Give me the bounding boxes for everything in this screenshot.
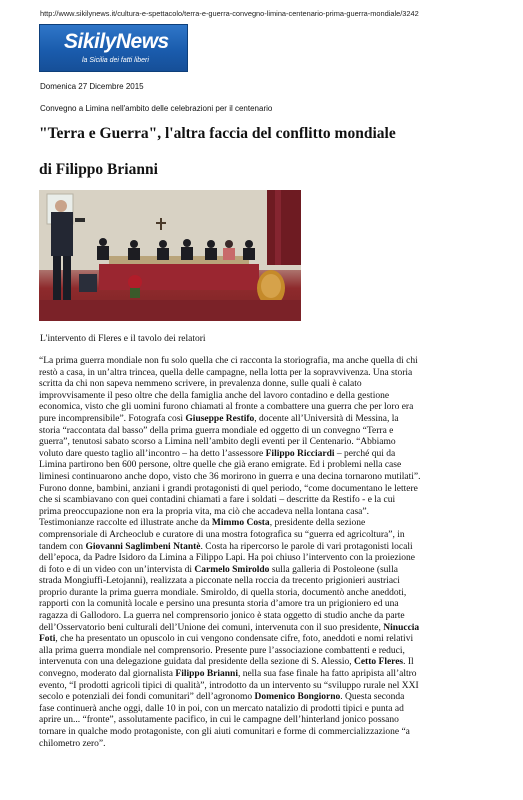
logo-name: SikilyNews bbox=[64, 30, 169, 53]
article-body-text: pure incomprensibile”. Fotografa così bbox=[39, 413, 186, 424]
article-kicker: Convegno a Limina nell'ambito delle celebrazioni per il centenario bbox=[40, 104, 273, 113]
article-body-text: prima preoccupazione non era la propria vita, ma ciò che accadeva nella lontana casa”. bbox=[39, 506, 369, 517]
article-body-line bbox=[39, 518, 487, 530]
article-body-name: Filippo Ricciardi bbox=[265, 448, 335, 459]
article-body-text: Limina partirono ben 600 persone, oltre quelle che già erano emigrate. Ed i problemi nella case bbox=[39, 460, 402, 471]
article-body-line bbox=[39, 599, 487, 611]
article-body-text: , docente all’Università di Messina, la bbox=[254, 413, 399, 424]
article-body-text: , che ha presentato un opuscolo in cui vengono condensate cifre, foto, aneddoti e nomi relativi bbox=[55, 634, 414, 645]
article-body-line bbox=[39, 379, 487, 391]
article-body bbox=[39, 356, 487, 750]
article-body-text: ragazza di Gallodoro. La guerra nel comprensorio jonico è stata oggetto di studio anche da parte bbox=[39, 611, 405, 622]
article-body-line bbox=[39, 727, 487, 739]
article-body-text: dell’Osservatorio beni culturali dell’Unione dei comuni, intervenuta con il suo presidente, bbox=[39, 622, 384, 633]
article-body-line bbox=[39, 669, 487, 681]
article-body-name: Cetto Fleres bbox=[353, 657, 404, 668]
article-body-text: alla prima guerra mondiale nel comprensorio. Presente pure l’associazione combattenti e reduci, bbox=[39, 645, 405, 656]
article-body-text: . Questa seconda bbox=[340, 692, 405, 703]
article-body-text: dell’epoca, da Padre Isidoro da Limina a Filippo Lapi. Ha poi chiuso l’intervento con la proiezione bbox=[39, 553, 415, 564]
article-body-text: rapporti con la comunità locale e persino una presunta storia d’amore tra un prigioniero ed una bbox=[39, 599, 399, 610]
article-body-line bbox=[39, 402, 487, 414]
article-body-text: liminesi continuarono anche dopo, visto che 36 morirono in guerra e una decina tornarono mutilati”. bbox=[39, 471, 421, 482]
article-byline: di Filippo Brianni bbox=[39, 161, 158, 178]
article-body-text: – perché qui da bbox=[334, 448, 396, 459]
article-body-text: economica, visto che gli uomini furono chiamati al fronte a combattere una guerra che per loro era bbox=[39, 402, 414, 413]
article-body-name: Ninuccia bbox=[383, 622, 420, 633]
photo-caption: L'intervento di Fleres e il tavolo dei relatori bbox=[40, 334, 206, 344]
article-body-text: proprio durante la prima guerra mondiale. Smiroldo, di quella storia, documentò anche aneddoti, bbox=[39, 587, 407, 598]
article-body-line bbox=[39, 356, 487, 368]
article-body-name: Foti bbox=[39, 634, 56, 645]
article-body-text: . Costa ha ripercorso le parole di vari protagonisti locali bbox=[200, 541, 413, 552]
article-body-text: evento, “I prodotti agricoli tipici di qualità”, introdotto da un intervento su “sviluppo rurale nel XXI bbox=[39, 680, 419, 691]
article-body-text: , presidente della sezione bbox=[269, 518, 366, 529]
article-body-line bbox=[39, 495, 487, 507]
article-body-name: Giovanni Saglimbeni Ntantè bbox=[85, 541, 201, 552]
article-body-line bbox=[39, 542, 487, 554]
article-body-text: Testimonianze raccolte ed illustrate anche da bbox=[39, 518, 212, 529]
article-body-text: guerra”, tenutosi sabato scorso a Limina nell’ambito degli eventi per il Centenario. “Abbiamo bbox=[39, 437, 396, 448]
article-body-line bbox=[39, 472, 487, 484]
article-body-text: chilometro zero”. bbox=[39, 738, 106, 749]
conference-photo-drawing bbox=[39, 190, 301, 321]
site-logo[interactable] bbox=[39, 24, 188, 72]
article-body-line bbox=[39, 611, 487, 623]
article-body-text: Furono donne, bambini, anziani i grandi protagonisti di quel periodo, “come documentano le lettere bbox=[39, 483, 418, 494]
article-body-line bbox=[39, 565, 487, 577]
article-body-text: intervenuta con una delegazione guidata dal presidente della sezione di S. Alessio, bbox=[39, 657, 354, 668]
article-body-text: che si scambiavano con quei contadini chiamati a fare i soldati – descritte da Restifo - e la cui bbox=[39, 495, 396, 506]
article-body-text: scritta da chi non sapeva nemmeno scrivere, in prevalenza donne, sulle quali è calato bbox=[39, 379, 362, 390]
article-body-text: improvvisamente il peso oltre che della famiglia anche del lavoro contadino e della gestione bbox=[39, 390, 390, 401]
article-body-line bbox=[39, 692, 487, 704]
article-body-line bbox=[39, 507, 487, 519]
article-body-name: Carmelo Smiroldo bbox=[194, 564, 270, 575]
article-body-line bbox=[39, 623, 487, 635]
article-body-text: convegno, moderato dal giornalista bbox=[39, 669, 176, 680]
article-body-line bbox=[39, 681, 487, 693]
article-body-text: di foto e di un video con un’intervista di bbox=[39, 564, 195, 575]
article-body-line bbox=[39, 391, 487, 403]
logo-tagline: la Sicilia dei fatti liberi bbox=[82, 57, 149, 64]
article-body-name: Giuseppe Restifo bbox=[185, 413, 255, 424]
article-body-text: secolo e potenziali dei fondi comunitari” dell’agronomo bbox=[39, 692, 255, 703]
article-body-name: Filippo Brianni bbox=[175, 669, 238, 680]
article-body-line bbox=[39, 646, 487, 658]
article-date: Domenica 27 Dicembre 2015 bbox=[40, 82, 144, 91]
article-body-text: “La prima guerra mondiale non fu solo quella che ci racconta la storiografia, ma anche quella di chi bbox=[39, 356, 418, 366]
article-body-text: , nella sua fase finale ha fatto apripista all’altro bbox=[237, 669, 417, 680]
article-body-line bbox=[39, 715, 487, 727]
article-body-text: sulla galleria di Postoleone (sulla bbox=[269, 564, 398, 575]
article-body-text: restò a casa, in un’altra trincea, quella delle campagne, nella lotta per la sopravvivenza. Una storia bbox=[39, 367, 413, 378]
article-body-line bbox=[39, 484, 487, 496]
article-body-line bbox=[39, 530, 487, 542]
article-body-text: comprensoriale di Archeoclub e curatore di una mostra fotografica su “guerra ed agricoltura”, in bbox=[39, 529, 405, 540]
article-body-text: strada Mongiuffi-Letojanni), realizzata a picconate nella roccia da trecento prigionieri austriaci bbox=[39, 576, 400, 587]
article-body-text: aprire un... “fronte”, assolutamente pacifico, in cui le campagne dell’hinterland jonico possano bbox=[39, 715, 399, 726]
article-body-line bbox=[39, 553, 487, 565]
article-body-line bbox=[39, 634, 487, 646]
article-body-line bbox=[39, 657, 487, 669]
article-body-text: voluto dare questo taglio all’incontro – ha detto l’assessore bbox=[39, 448, 266, 459]
page-url: http://www.sikilynews.it/cultura-e-spettacolo/terra-e-guerra-convegno-limina-centenario-prima-guerra-mondiale/3242 bbox=[40, 9, 419, 18]
article-body-line bbox=[39, 460, 487, 472]
article-body-line bbox=[39, 449, 487, 461]
article-body-line bbox=[39, 576, 487, 588]
conference-photo bbox=[39, 190, 301, 321]
article-body-text: fase continuerà anche oggi, dalle 10 in poi, con un mercato natalizio di prodotti tipici e punta ad bbox=[39, 703, 404, 714]
article-body-line bbox=[39, 739, 487, 751]
article-body-line bbox=[39, 437, 487, 449]
article-body-text: storia “raccontata dal basso” della prima guerra mondiale ed oggetto di un convegno “Terra e bbox=[39, 425, 394, 436]
article-body-line bbox=[39, 426, 487, 438]
article-body-text: tornare in qualche modo protagoniste, con gli aiuti comunitari e forme di commercializzazione “a bbox=[39, 727, 410, 737]
article-body-line bbox=[39, 588, 487, 600]
article-headline: "Terra e Guerra", l'altra faccia del conflitto mondiale bbox=[39, 125, 396, 142]
article-body-text: tandem con bbox=[39, 541, 86, 552]
article-body-name: Mimmo Costa bbox=[211, 518, 270, 529]
article-body-name: Domenico Bongiorno bbox=[254, 692, 341, 703]
article-body-line bbox=[39, 704, 487, 716]
article-body-line bbox=[39, 414, 487, 426]
article-body-text: . Il bbox=[403, 657, 414, 668]
article-body-line bbox=[39, 368, 487, 380]
